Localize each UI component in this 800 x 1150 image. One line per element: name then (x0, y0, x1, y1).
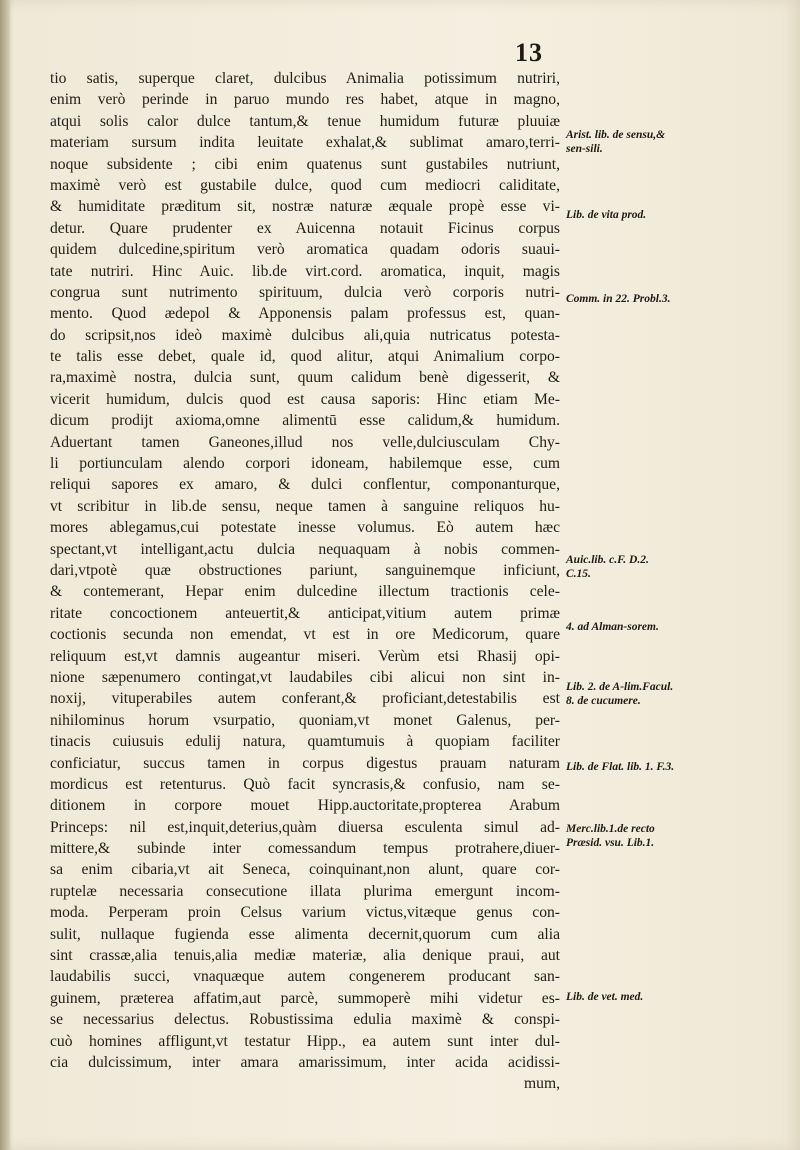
text-line: vicerit humidum, dulcis quod est causa saporis: Hinc etiam Me- (50, 390, 560, 408)
margin-note: Arist. lib. de sensu,& sen-sili. (566, 129, 666, 155)
text-line: enim verò perinde in paruo mundo res habet, atque in magno, (50, 91, 560, 109)
text-line: conficiatur, succus tamen in corpus digestus prauam naturam (50, 754, 560, 772)
text-line: se necessarius delectus. Robustissima edulia maximè & conspi- (50, 1011, 560, 1029)
margin-note: Lib. 2. de A-lim.Facul. 8. de cucumere. (566, 681, 674, 707)
text-line: mum, (524, 1075, 560, 1093)
text-line: li portiunculam alendo corpori idoneam, habilemque esse, cum (50, 455, 560, 473)
text-line: materiam sursum indita leuitate exhalat,& sublimat amaro,terri- (50, 134, 560, 152)
text-line: ritate concoctionem anteuertit,& anticipat,vitium autem primæ (50, 604, 560, 622)
text-line: tinacis cuiusuis edulij natura, quamtumuis à quopiam faciliter (50, 733, 560, 751)
text-line: dicum prodijt axioma,omne alimentū esse calidum,& humidum. (50, 412, 560, 430)
text-line: detur. Quare prudenter ex Auicenna notauit Ficinus corpus (50, 219, 560, 237)
text-line: laudabilis succi, vnaquæque autem congenerem producant san- (50, 968, 560, 986)
margin-note: Lib. de vita prod. (566, 209, 647, 221)
text-line: cia dulcissimum, inter amara amarissimum, inter acida acidissi- (50, 1053, 560, 1071)
text-line: do scripsit,nos ideò maximè dulcibus ali,quia nutricatus potesta- (50, 326, 560, 344)
text-line: mores ablegamus,cui potestate inesse volumus. Eò autem hæc (50, 519, 560, 537)
margin-note: Lib. de vet. med. (566, 991, 644, 1003)
page-number: 13 (515, 38, 543, 67)
text-line: dari,vtpotè quæ obstructiones pariunt, sanguinemque inficiunt, (50, 561, 560, 579)
text-line: moda. Perperam proin Celsus varium victus,vitæque genus con- (50, 904, 560, 922)
text-line: mordicus est retenturus. Quò facit syncrasis,& confusio, nam se- (50, 775, 560, 793)
text-line: nihilominus horum vsurpatio, quoniam,vt monet Galenus, per- (50, 711, 560, 729)
text-line: cuò homines affligunt,vt testatur Hipp., ea autem sunt inter dul- (50, 1032, 560, 1050)
text-line: mittere,& subinde inter comessandum tempus protrahere,diuer- (50, 840, 560, 858)
text-line: Aduertant tamen Ganeones,illud nos velle,dulciusculam Chy- (50, 433, 560, 451)
text-line: nione sæpenumero contingat,vt laudabiles cibi alicui non sint in- (50, 668, 560, 686)
margin-note: Auic.lib. c.F. D.2. C.15. (566, 554, 649, 580)
page-gutter (0, 0, 10, 1150)
text-line: guinem, præterea affatim,aut parcè, summoperè mihi videtur es- (50, 989, 560, 1007)
text-line: mento. Quod ædepol & Apponensis palam professus est, quan- (50, 305, 560, 323)
text-line: noxij, vituperabiles autem conferant,& proficiant,detestabilis est (50, 690, 560, 708)
text-line: Princeps: nil est,inquit,deterius,quàm diuersa esculenta simul ad- (50, 818, 560, 836)
text-line: sa enim cibaria,vt ait Seneca, coinquinant,non alunt, quare cor- (50, 861, 560, 879)
text-line: reliquum est,vt damnis augeantur miseri. Verùm etsi Rhasij opi- (50, 647, 560, 665)
text-line: sint crassæ,alia tenuis,alia mediæ materiæ, alia denique praui, aut (50, 947, 560, 965)
text-line: atqui solis calor dulce tantum,& tenue humidum futuræ pluuiæ (50, 112, 560, 130)
text-line: ruptelæ necessaria consecutione illata plurima emergunt incom- (50, 882, 560, 900)
text-line: coctionis secunda non emendat, vt est in ore Medicorum, quare (50, 626, 560, 644)
margin-note: Comm. in 22. Probl.3. (566, 293, 671, 305)
text-line: reliqui sapores ex amaro, & dulci conflentur, componanturque, (50, 476, 560, 494)
margin-note: Merc.lib.1.de recto Præsid. vsu. Lib.1. (566, 823, 655, 849)
text-line: ditionem in corpore mouet Hipp.auctoritate,propterea Arabum (50, 797, 560, 815)
margin-note: Lib. de Flat. lib. 1. F.3. (566, 761, 675, 773)
text-line: vt scribitur in lib.de sensu, neque tamen à sanguine reliquos hu- (50, 497, 560, 515)
text-line: te talis esse debet, quale id, quod alitur, atqui Animalium corpo- (50, 348, 560, 366)
text-line: noque subsidente ; cibi enim quatenus sunt gustabiles nutriunt, (50, 155, 560, 173)
text-line: congrua sunt nutrimento spirituum, dulcia verò corporis nutri- (50, 283, 560, 301)
text-line: quidem dulcedine,spiritum verò aromatica quadam odoris suaui- (50, 241, 560, 259)
text-line: spectant,vt intelligant,actu dulcia nequaquam à nobis commen- (50, 540, 560, 558)
text-line: ra,maximè nostra, dulcia sunt, quum calidum benè digesserit, & (50, 369, 560, 387)
body-text (50, 68, 560, 1095)
text-line: & humiditate præditum sit, nostræ naturæ æquale propè esse vi- (50, 198, 560, 216)
text-line: sulit, nullaque fugienda esse alimenta decernit,quorum cum alia (50, 925, 560, 943)
text-line: & contemerant, Hepar enim dulcedine illectum tractionis cele- (50, 583, 560, 601)
text-line: tio satis, superque claret, dulcibus Animalia potissimum nutriri, (50, 70, 560, 87)
margin-note: 4. ad Alman-sorem. (566, 621, 659, 633)
text-line: maximè verò est gustabile dulce, quod cum mediocri caliditate, (50, 176, 560, 194)
text-line: tate nutriri. Hinc Auic. lib.de virt.cord. aromatica, inquit, magis (50, 262, 560, 280)
